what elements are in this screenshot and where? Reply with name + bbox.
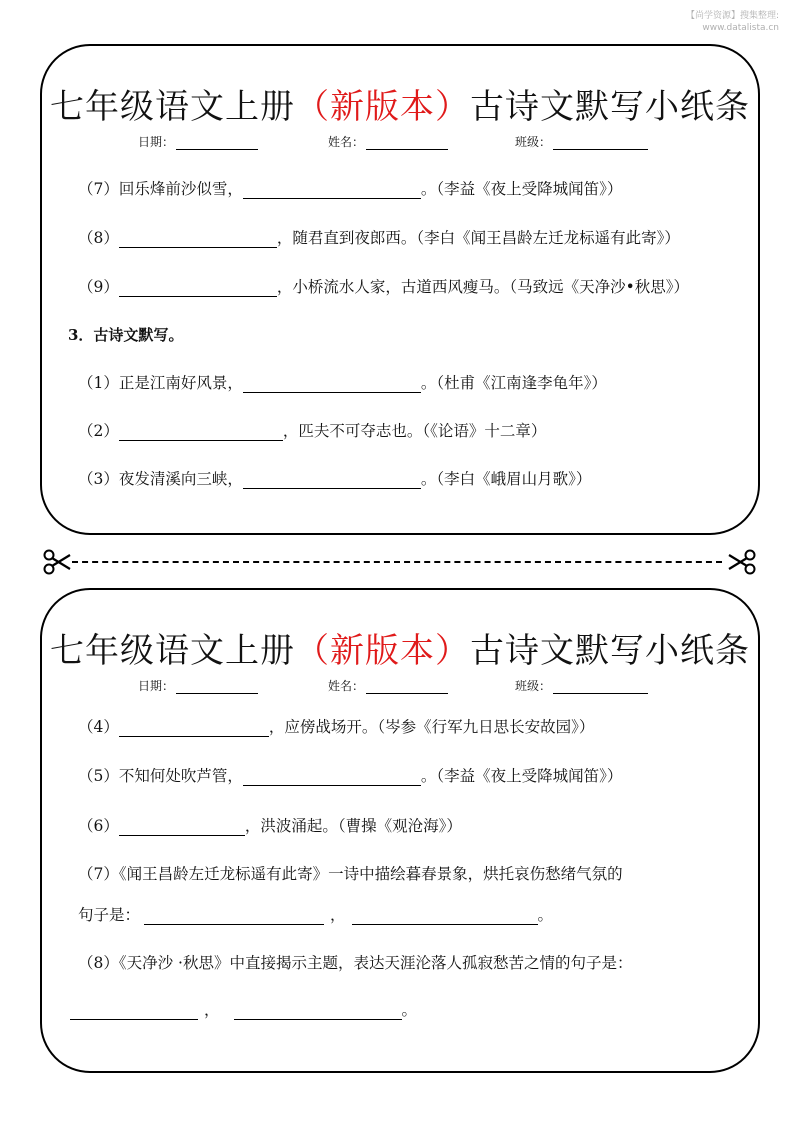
date-label: 日期： [138, 679, 175, 693]
separator: ， [204, 1001, 220, 1019]
watermark-line-1: 【尚学资源】搜集整理: [685, 11, 779, 21]
name-label: 姓名： [328, 135, 365, 149]
answer-blank[interactable] [119, 231, 277, 248]
answer-blank[interactable] [70, 1003, 198, 1020]
question-4 [78, 715, 594, 737]
date-field [138, 677, 258, 694]
title-suffix: 古诗文默写小纸条 [470, 87, 750, 127]
period: 。 [401, 1001, 418, 1019]
class-blank[interactable] [553, 682, 648, 694]
separator: ， [330, 906, 346, 924]
watermark [579, 10, 779, 34]
class-field [515, 677, 648, 694]
title-red: （新版本） [295, 631, 470, 671]
card-title [42, 623, 758, 672]
question-text: 《天净沙 ·秋思》中直接揭示主题，表达天涯沦落人孤寂愁苦之情的句子是： [118, 954, 633, 972]
question-text: 句子是： [78, 906, 141, 924]
class-label: 班级： [515, 135, 552, 149]
question-text: ，应傍战场开。（岑参《行军九日思长安故园》） [268, 718, 595, 736]
note-card-top [40, 44, 760, 535]
cut-line [72, 561, 722, 563]
question-text: 不知何处吹芦管， [118, 767, 243, 785]
question-text: ，洪波涌起。（曹操《观沧海》） [244, 817, 462, 835]
title-red: （新版本） [295, 87, 470, 127]
question-number: （1） [78, 374, 119, 392]
question-5 [78, 764, 622, 786]
question-9 [78, 275, 689, 297]
question-text: 夜发清溪向三峡， [118, 470, 243, 488]
question-number: （2） [78, 422, 119, 440]
answer-blank[interactable] [119, 720, 269, 737]
answer-blank[interactable] [243, 769, 421, 786]
question-8-line-2 [70, 998, 417, 1020]
question-number: （8） [78, 229, 119, 247]
question-number: （7） [78, 865, 119, 883]
card-title [42, 79, 758, 128]
date-blank[interactable] [176, 138, 258, 150]
date-blank[interactable] [176, 682, 258, 694]
section-heading: 3．古诗文默写。 [68, 326, 184, 344]
name-field [328, 133, 448, 150]
answer-blank[interactable] [352, 908, 538, 925]
answer-blank[interactable] [243, 472, 421, 489]
question-number: （3） [78, 470, 119, 488]
answer-blank[interactable] [119, 280, 277, 297]
question-7-line-1 [78, 862, 623, 884]
name-blank[interactable] [366, 138, 448, 150]
question-source: 。（李益《夜上受降城闻笛》） [420, 180, 623, 198]
question-number: （8） [78, 954, 119, 972]
answer-blank[interactable] [243, 182, 421, 199]
note-card-bottom [40, 588, 760, 1073]
question-source: 。（李益《夜上受降城闻笛》） [420, 767, 623, 785]
title-suffix: 古诗文默写小纸条 [470, 631, 750, 671]
question-8 [78, 226, 680, 248]
question-text: 《闻王昌龄左迁龙标遥有此寄》一诗中描绘暮春景象，烘托哀伤愁绪气氛的 [118, 865, 623, 883]
question-text: 正是江南好风景， [118, 374, 243, 392]
question-number: （7） [78, 180, 119, 198]
scissors-icon [42, 547, 72, 577]
question-number: （9） [78, 278, 119, 296]
question-text: 回乐烽前沙似雪， [118, 180, 243, 198]
question-source: 。（杜甫《江南逢李龟年》） [420, 374, 607, 392]
name-field [328, 677, 448, 694]
question-6 [78, 814, 462, 836]
name-blank[interactable] [366, 682, 448, 694]
question-source: 。（李白《峨眉山月歌》） [420, 470, 592, 488]
question-8-line-1 [78, 951, 632, 973]
class-field [515, 133, 648, 150]
question-s1 [78, 371, 607, 393]
answer-blank[interactable] [243, 376, 421, 393]
question-number: （5） [78, 767, 119, 785]
date-field [138, 133, 258, 150]
class-label: 班级： [515, 679, 552, 693]
answer-blank[interactable] [234, 1003, 402, 1020]
question-7 [78, 177, 622, 199]
class-blank[interactable] [553, 138, 648, 150]
answer-blank[interactable] [144, 908, 324, 925]
date-label: 日期： [138, 135, 175, 149]
question-number: （4） [78, 718, 119, 736]
question-number: （6） [78, 817, 119, 835]
question-7-line-2 [78, 903, 553, 925]
period: 。 [537, 906, 554, 924]
title-prefix: 七年级语文上册 [50, 87, 295, 127]
question-text: ，匹夫不可夺志也。（《论语》十二章） [282, 422, 547, 440]
question-s2 [78, 419, 546, 441]
watermark-line-2: www.datalista.cn [702, 23, 779, 33]
name-label: 姓名： [328, 679, 365, 693]
title-prefix: 七年级语文上册 [50, 631, 295, 671]
question-text: ，小桥流水人家，古道西风瘦马。（马致远《天净沙•秋思》） [276, 278, 690, 296]
question-s3 [78, 467, 591, 489]
scissors-icon [727, 547, 757, 577]
question-text: ，随君直到夜郎西。（李白《闻王昌龄左迁龙标遥有此寄》） [276, 229, 680, 247]
answer-blank[interactable] [119, 819, 245, 836]
answer-blank[interactable] [119, 424, 283, 441]
